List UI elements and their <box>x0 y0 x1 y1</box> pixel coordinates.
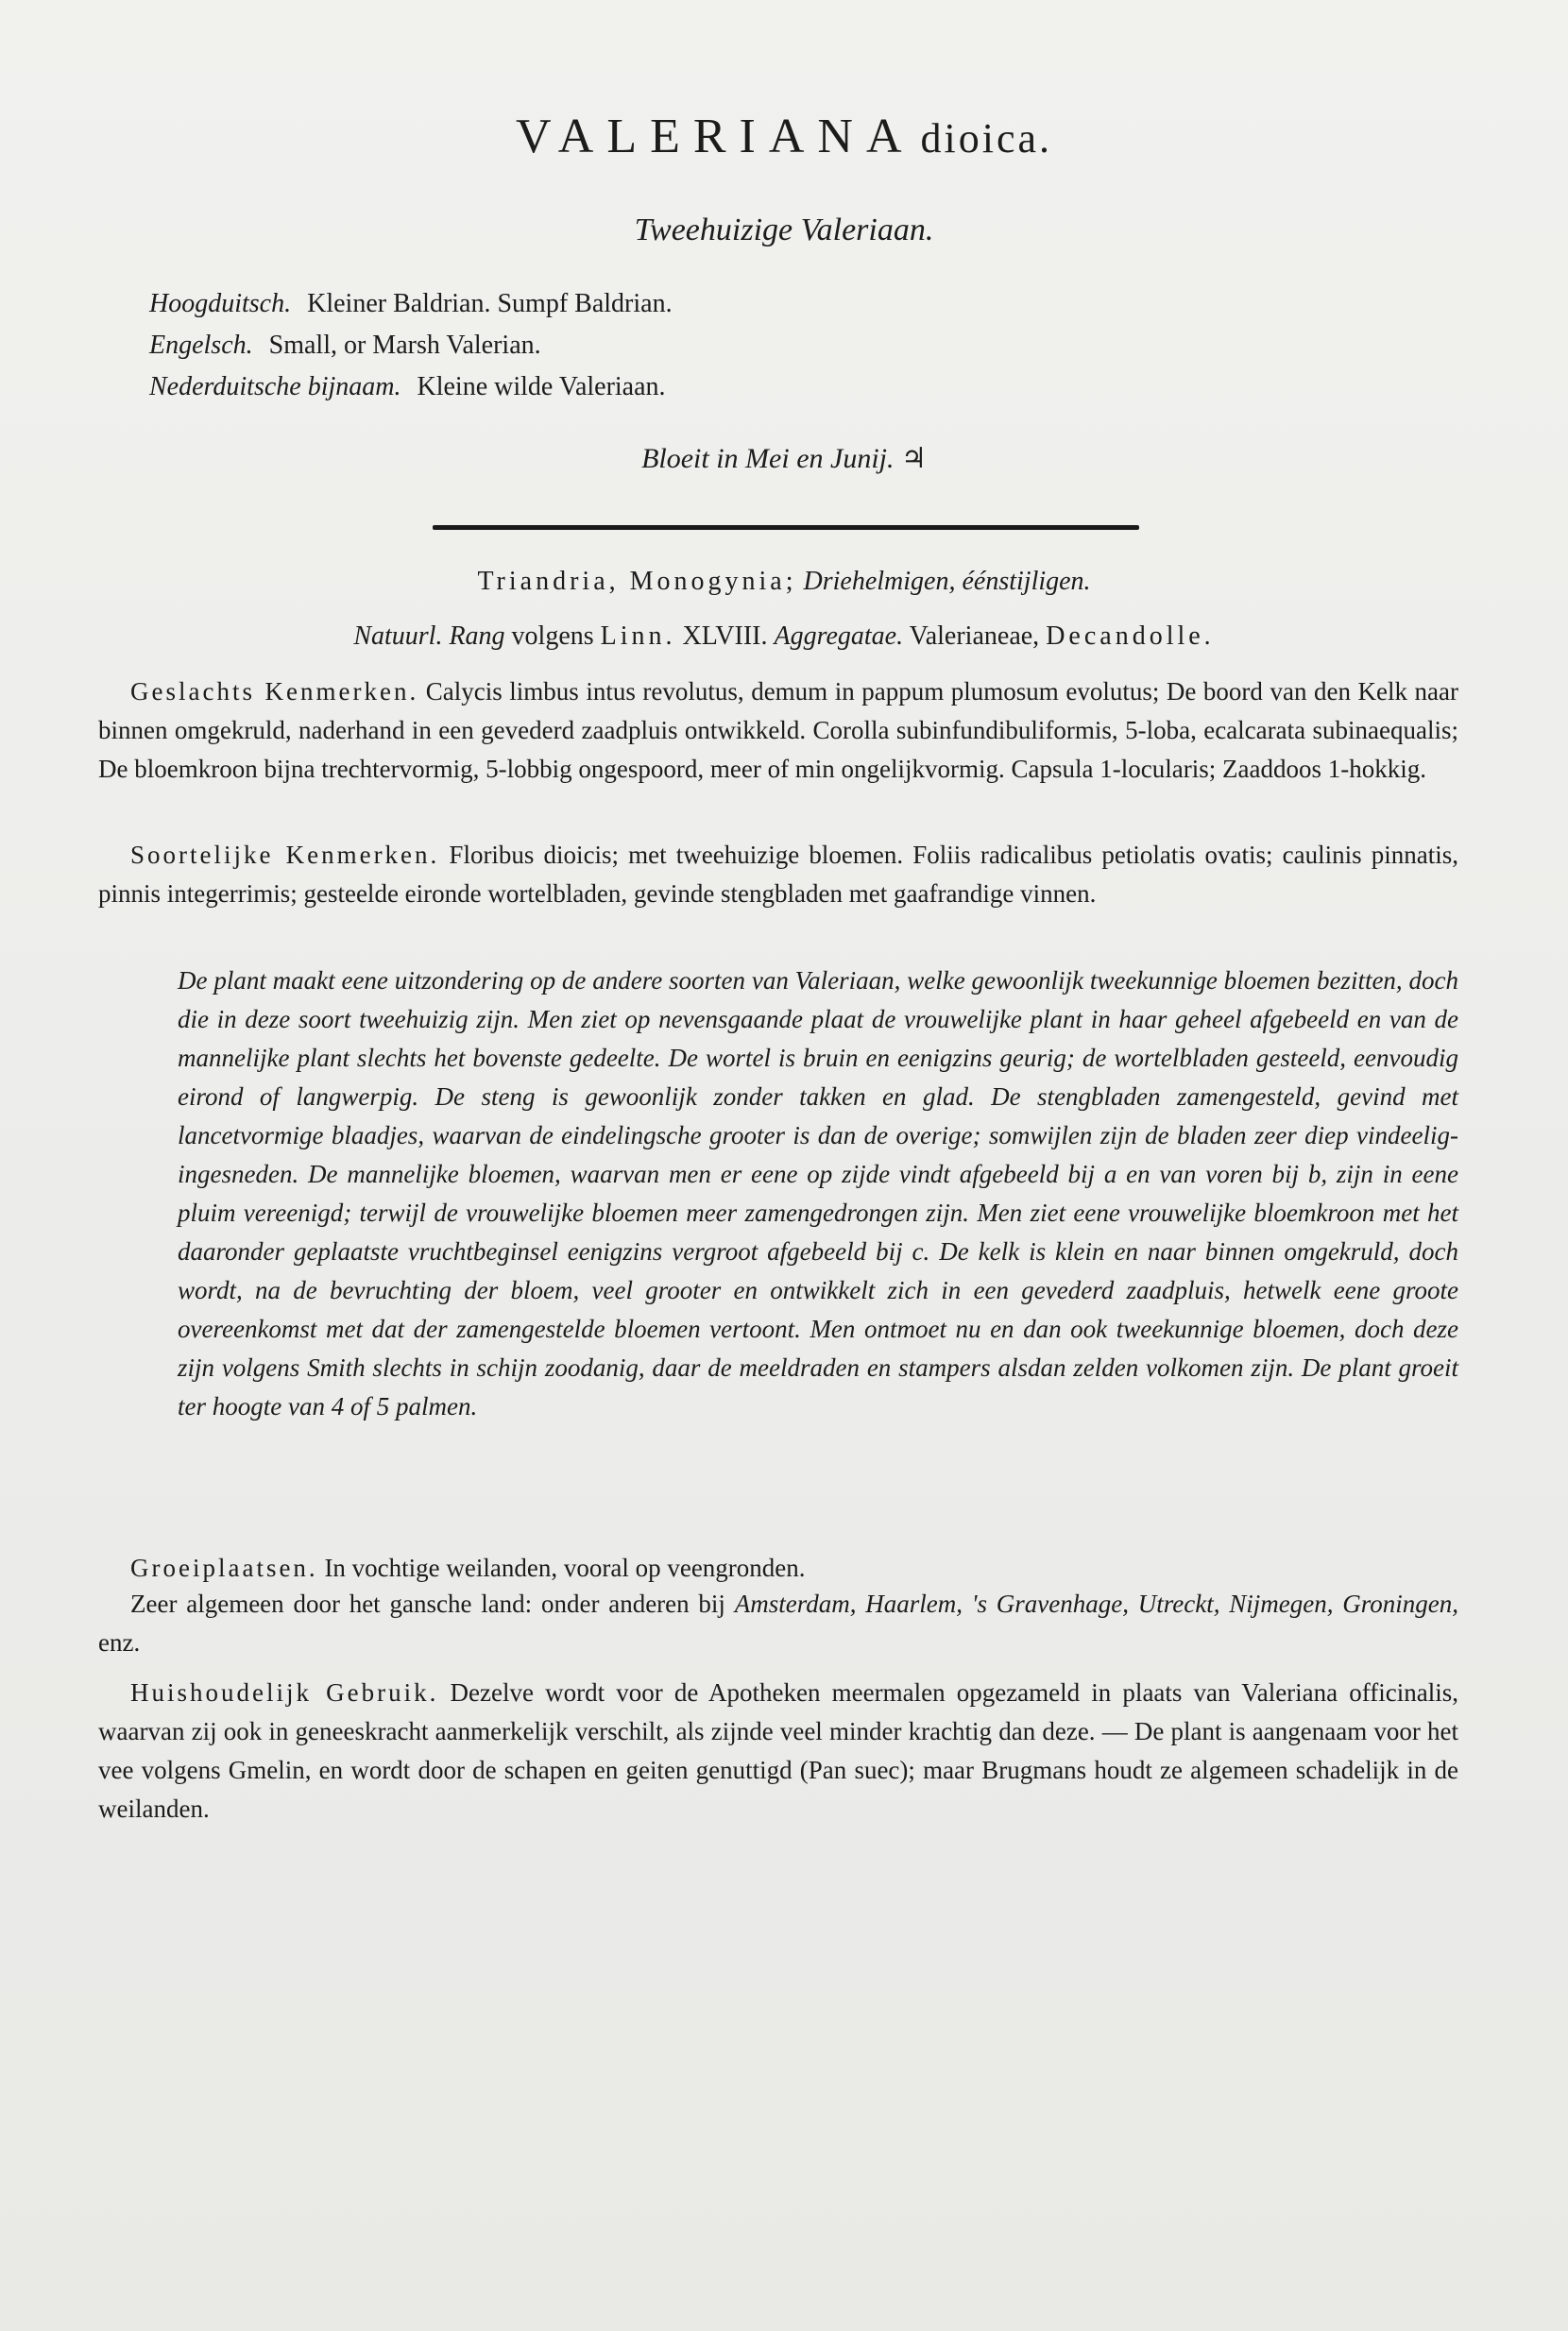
language-label: Hoogduitsch. <box>149 289 292 318</box>
linnaean-class-dutch: Driehelmigen, éénstijligen. <box>803 567 1091 596</box>
name-line-english <box>149 325 673 366</box>
dutch-name: Tweehuizige Valeriaan. <box>634 213 934 247</box>
section-text: Floribus dioicis; met tweehuizige bloemen. Foliis radicalibus petiolatis ovatis; caulinis pinnatis, pinnis integerrimis; gesteelde eironde wortelbladen, gevinde stengbladen met gaafrandige vinnen. <box>98 841 1458 908</box>
family-name: Valerianeae, <box>909 621 1040 651</box>
section-heading: Huishoudelijk Gebruik. <box>130 1678 439 1707</box>
distribution-end: enz. <box>98 1628 141 1657</box>
page-title <box>0 109 1568 164</box>
author-linnaeus: Linn. <box>600 621 676 651</box>
place-names: Amsterdam, Haarlem, 's Gravenhage, Utreckt, Nijmegen, Groningen, <box>734 1590 1459 1618</box>
genus-characters <box>98 672 1458 789</box>
flowering-period: Bloeit in Mei en Junij. ♃ <box>641 443 927 474</box>
rank-number: XLVIII. <box>682 621 768 651</box>
classification-line-2 <box>0 621 1568 652</box>
according-to: volgens <box>511 621 594 651</box>
language-label: Nederduitsche bijnaam. <box>149 372 401 401</box>
plant-description: De plant maakt eene uitzondering op de andere soorten van Valeriaan, welke gewoonlijk tweekunnige bloemen bezitten, doch die in deze soort tweehuizig zijn. Men ziet op nevensgaande plaat de vrouwelijke plant in haar geheel afgebeeld en van de mannelijke plant slechts het bovenste gedeelte. De wortel is bruin en eenigzins geurig; de wortelbladen gesteeld, eenvoudig eirond of langwerpig. De steng is gewoonlijk zonder takken en glad. De stengbladen zamengesteld, gevind met lancetvormige blaadjes, waarvan de eindelingsche grooter is dan de overige; somwijlen zijn de bladen zeer diep vindeelig-ingesneden. De mannelijke bloemen, waarvan men er eene op zijde vindt afgebeeld bij a en van voren bij b, zijn in eene pluim vereenigd; terwijl de vrouwelijke bloemen meer zamengedrongen zijn. Men ziet eene vrouwelijke bloemkroon met het daaronder geplaatste vruchtbeginsel eenigzins vergroot afgebeeld bij c. De kelk is klein en naar binnen omgekruld, doch wordt, na de bevruchting der bloem, veel grooter en ontwikkelt zich in een gevederd zaadpluis, hetwelk eene groote overeenkomst met dat der zamengestelde bloemen vertoont. Men ontmoet nu en dan ook tweekunnige bloemen, doch deze zijn volgens Smith slechts in schijn zoodanig, daar de meeldraden en stampers alsdan zelden volkomen zijn. De plant groeit ter hoogte van 4 of 5 palmen. <box>178 966 1458 1421</box>
linnaean-class: Triandria, Monogynia; <box>477 567 797 596</box>
section-heading: Soortelijke Kenmerken. <box>130 841 440 869</box>
name-line-german <box>149 283 673 325</box>
species-characters <box>98 836 1458 913</box>
section-text: Dezelve wordt voor de Apotheken meermalen opgezameld in plaats van Valeriana officinalis, waarvan zij ook in geneeskracht aanmerkelijk verschilt, als zijnde veel minder krachtig dan deze. — De plant is aangenaam voor het vee volgens Gmelin, en wordt door de schapen en geiten genuttigd (Pan suec); maar Brugmans houdt ze algemeen schadelijk in de weilanden. <box>98 1678 1459 1823</box>
species-name: dioica. <box>920 115 1053 162</box>
vernacular-names <box>149 283 673 408</box>
genus-name: VALERIANA <box>515 110 915 163</box>
distribution <box>98 1585 1458 1662</box>
classification-line-1 <box>0 567 1568 597</box>
name-text: Kleine wilde Valeriaan. <box>417 372 666 401</box>
divider-rule <box>433 525 1139 530</box>
section-heading: Geslachts Kenmerken. <box>130 677 419 706</box>
natural-rank-label: Natuurl. Rang <box>353 621 505 651</box>
section-heading: Groeiplaatsen. <box>130 1554 318 1582</box>
name-text: Kleiner Baldrian. Sumpf Baldrian. <box>307 289 673 318</box>
household-use <box>98 1674 1458 1829</box>
section-text: Calycis limbus intus revolutus, demum in pappum plumosum evolutus; De boord van den Kelk naar binnen omgekruld, naderhand in een gevederd zaadpluis ontwikkeld. Corolla subinfundibuliformis, 5-loba, ecalcarata subinaequalis; De bloemkroon bijna trechtervormig, 5-lobbig ongespoord, meer of min ongelijkvormig. Capsula 1-locularis; Zaaddoos 1-hokkig. <box>98 677 1459 783</box>
distribution-text: Zeer algemeen door het gansche land: onder anderen bij <box>130 1590 725 1618</box>
section-text: In vochtige weilanden, vooral op veengronden. <box>324 1554 806 1582</box>
name-text: Small, or Marsh Valerian. <box>268 331 541 360</box>
name-line-dutch <box>149 366 673 408</box>
order-name: Aggregatae. <box>774 621 904 651</box>
author-decandolle: Decandolle. <box>1046 621 1215 651</box>
habitat <box>98 1549 1458 1588</box>
language-label: Engelsch. <box>149 331 253 360</box>
